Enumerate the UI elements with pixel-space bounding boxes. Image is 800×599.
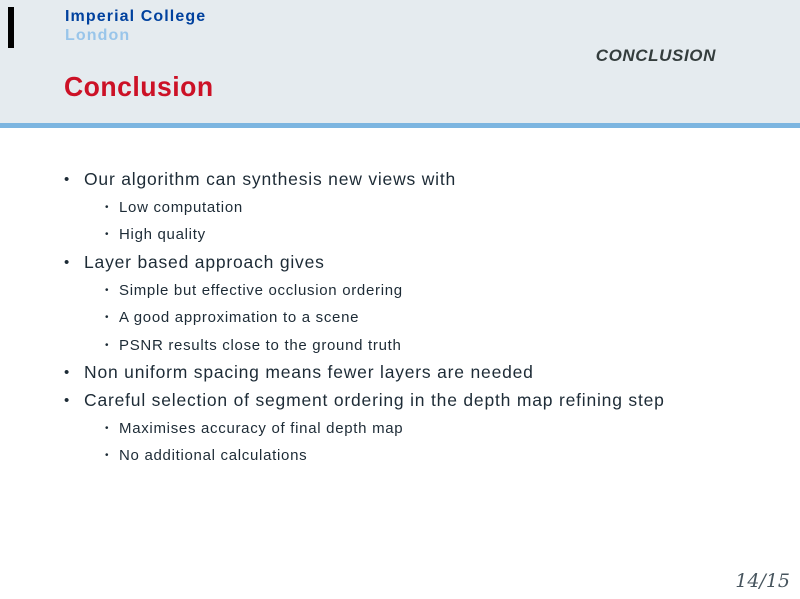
bullet-text: Low computation bbox=[119, 198, 243, 216]
bullet-text: Careful selection of segment ordering in the depth map refining step bbox=[84, 390, 665, 411]
page-number: 14/15 bbox=[735, 570, 790, 592]
bullet-text: No additional calculations bbox=[119, 447, 308, 465]
sub-bullet-item bbox=[105, 304, 764, 332]
bullet-dot-icon: • bbox=[105, 339, 110, 351]
sub-bullet-item bbox=[105, 442, 764, 470]
bullet-dot-icon: • bbox=[105, 284, 110, 296]
bullet-dot-icon: • bbox=[105, 422, 110, 434]
bullet-dot-icon: • bbox=[64, 254, 71, 272]
bullet-text: Our algorithm can synthesis new views with bbox=[84, 169, 457, 190]
bullet-text: High quality bbox=[119, 226, 206, 244]
bullet-dot-icon: • bbox=[64, 392, 71, 410]
bullet-dot-icon: • bbox=[64, 171, 71, 189]
bullet-item bbox=[64, 359, 764, 387]
sub-bullet-item bbox=[105, 276, 764, 304]
bullet-text: Non uniform spacing means fewer layers are needed bbox=[84, 362, 534, 383]
logo-line-2: London bbox=[65, 27, 131, 44]
bullet-dot-icon: • bbox=[105, 312, 110, 324]
sub-bullet-item bbox=[105, 414, 764, 442]
bullet-text: Layer based approach gives bbox=[84, 252, 325, 273]
sub-bullet-item bbox=[105, 221, 764, 249]
bullet-dot-icon: • bbox=[64, 364, 71, 382]
divider-line bbox=[0, 123, 800, 128]
bullet-list bbox=[64, 166, 764, 470]
bullet-dot-icon: • bbox=[105, 201, 110, 213]
sub-bullet-item bbox=[105, 332, 764, 360]
bullet-item bbox=[64, 166, 764, 194]
logo-line-1: Imperial College bbox=[65, 8, 207, 25]
left-edge-bar bbox=[8, 7, 14, 48]
bullet-dot-icon: • bbox=[105, 450, 110, 462]
bullet-dot-icon: • bbox=[105, 229, 110, 241]
bullet-text: Maximises accuracy of final depth map bbox=[119, 419, 404, 437]
bullet-item bbox=[64, 249, 764, 277]
bullet-item bbox=[64, 387, 764, 415]
slide-title: Conclusion bbox=[64, 71, 214, 102]
imperial-college-logo bbox=[65, 7, 206, 45]
bullet-text: PSNR results close to the ground truth bbox=[119, 336, 402, 354]
section-header-label: CONCLUSION bbox=[595, 46, 716, 65]
bullet-text: Simple but effective occlusion ordering bbox=[119, 281, 403, 299]
bullet-text: A good approximation to a scene bbox=[119, 309, 360, 327]
sub-bullet-item bbox=[105, 194, 764, 222]
